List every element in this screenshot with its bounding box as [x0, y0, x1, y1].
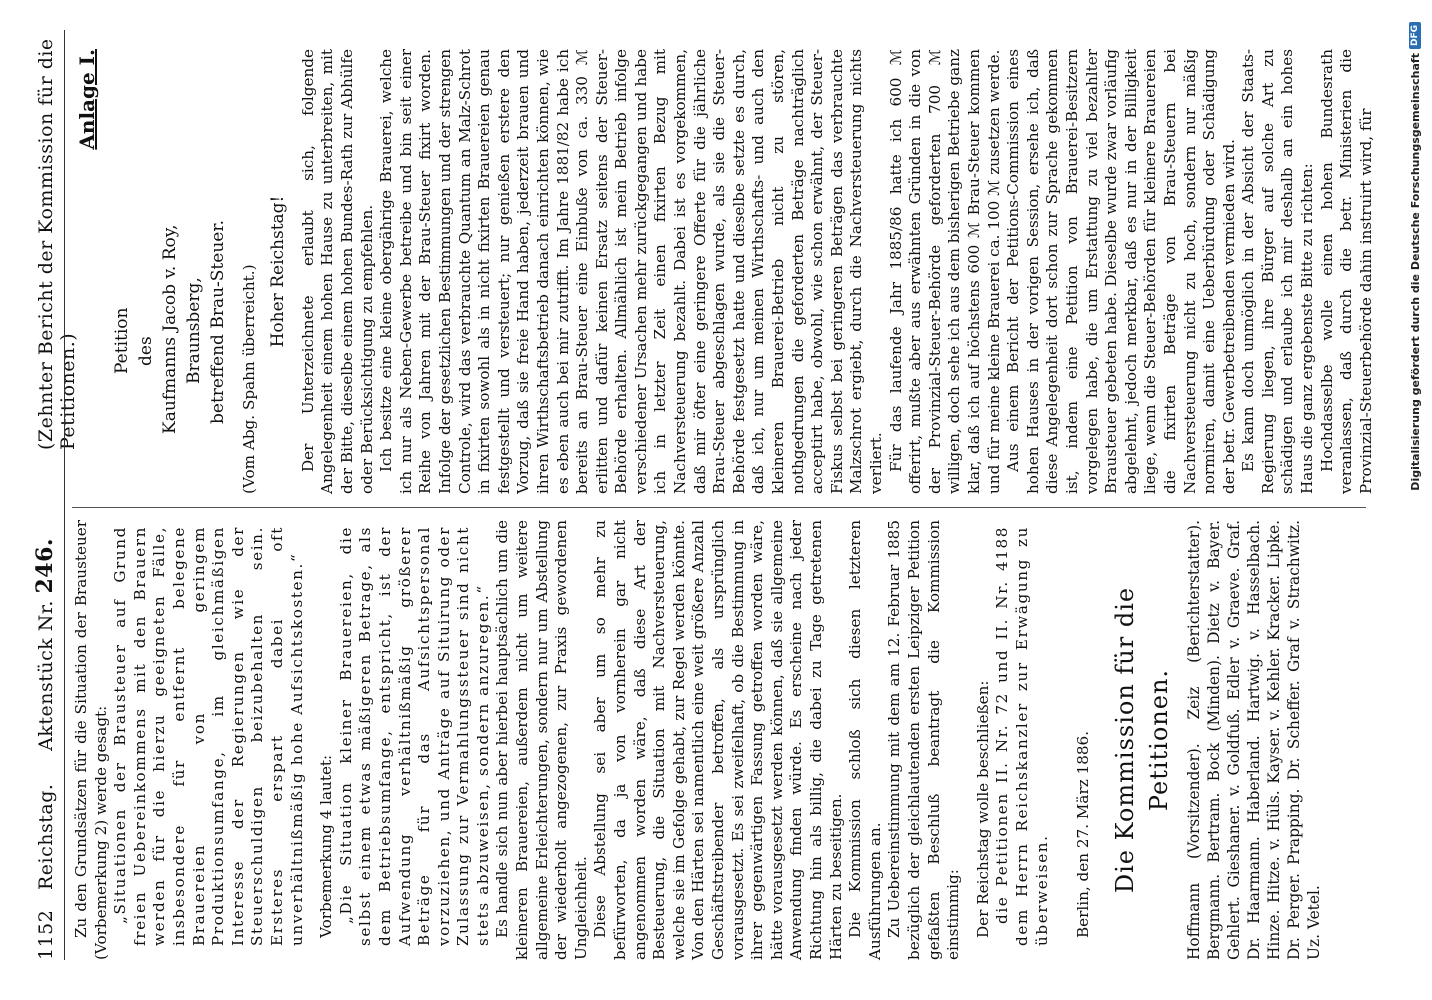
paragraph: Zu den Grundsätzen für die Situation der Brausteuer (Vorbemerkung 2) werde gesagt: [72, 520, 110, 960]
paragraph: Für das laufende Jahr 1885/86 hatte ich 600 ℳ offerirt, mußte aber aus erwähnten Gründen in die von der Provinzial-Steuer-Behörde geforderten 700 ℳ willigen, doch sehe ich aus dem bisherigen Betriebe ganz klar, daß ich auf höchstens 600 ℳ Brau-Steuer kommen und für meine kleine Brauerei ca. 100 ℳ zusetzen werde. [886, 49, 1003, 494]
digitization-sidebar [1400, 22, 1430, 972]
salutation: Hoher Reichstag! [268, 195, 289, 348]
petition-title-block [110, 49, 230, 494]
left-column [72, 520, 1396, 960]
page-header [32, 30, 79, 960]
paragraph: Vorbemerkung 4 lautet: [317, 754, 336, 938]
paragraph: Zu Uebereinstimmung mit dem am 12. Februar 1885 bezüglich der gleichlautenden ersten Leipziger Petition gefaßten Beschluß beantragt die Kommission einstimmig: [885, 520, 963, 960]
doc-label: Aktenstück Nr. [35, 600, 57, 751]
petition-line: Kaufmanns Jacob v. Roy, [159, 224, 180, 434]
column-divider [72, 507, 1366, 508]
petition-line: Petition [111, 307, 132, 374]
running-title: (Zehnter Bericht der Kommission für die Petitionen.) [35, 38, 79, 450]
page-number: 1152 [35, 909, 57, 960]
paragraph: Die Kommission schloß sich diesen letzteren Ausführungen an. [846, 520, 884, 960]
date-line: Berlin, den 27. März 1886. [1074, 730, 1093, 938]
members-list: Hoffmann (Vorsitzender). Zeiz (Berichterstatter). Bergmann. Bertram. Bock (Minden). Dietz v. Bayer. Gehlert. Gieshaner. v. Goldfuß. Edler v. Graeve. Graf. Dr. Haarmann. Haberland. Hartwig. v. Hasselbach. Hinze. Hitze. v. Hüls. Kayser. v. Kehler. Kracker. Lipke. Dr. Perger. Prapping. Dr. Scheffer. Graf v. Strachwitz. Uz. Vetel. [1184, 520, 1323, 960]
referent-note: (Vom Abg. Spahn überreicht.) [239, 264, 258, 494]
paragraph: Diese Abstellung sei aber um so mehr zu befürworten, da ja von vornherein gar nicht angenommen worden wäre, daß diese Art der Besteuerung, die Situation mit Nachversteuerung, welche sie im Gefolge gehabt, zur Regel werden könnte. Von den Härten sei namentlich eine weit größere Anzahl Geschäftstreibender betroffen, als ursprünglich vorausgesetzt. Es sei zweifelhaft, ob die Bestimmung in ihrer gegenwärtigen Fassung getroffen worden wäre, hätte vorausgesetzt werden können, daß sie allgemeine Anwendung finden würde. Es erscheine nach jeder Richtung hin als billig, die dabei zu Tage getretenen Härten zu beseitigen. [591, 520, 845, 960]
petition-line: betreffend Brau-Steuer. [207, 220, 228, 424]
header-rule [64, 30, 65, 960]
petition-line: Braunsberg, [183, 277, 204, 384]
paragraph: Hochdasselbe wolle einen hohen Bundesrath veranlassen, daß durch die betr. Ministerien die Provinzial-Steuerbehörde dahin instruirt wird, für [1317, 49, 1375, 494]
annex-title: Anlage I. [75, 49, 99, 150]
right-column [72, 49, 1396, 494]
paragraph: Der Reichstag wolle beschließen: [973, 680, 992, 938]
paragraph: Es handle sich nun aber hierbei hauptsächlich um die kleineren Brauereien, außerdem nicht um weitere allgemeine Erleichterungen, sondern nur um Abstellung der wiederholt angezogenen, zur Praxis gewordenen Ungleichheit. [493, 520, 590, 960]
document-page [26, 20, 1406, 980]
quote-block: „Situationen der Brausteuer auf Grund freien Uebereinkommens mit den Brauern werden für die hierzu geeigneten Fälle, insbesondere für entfernt belegene Brauereien von geringem Produktionsumfange, im gleichmäßigen Interesse der Regierungen wie der Steuerschuldigen beizubehalten sein. Ersteres erspart dabei oft unverhältnißmäßig hohe Aufsichtskosten.“ [111, 526, 306, 946]
paragraph: Aus einem Bericht der Petitions-Commission eines hohen Hauses in der vorigen Session, ersehe ich, daß diese Angelegenheit dort schon zur Sprache gekommen ist, indem eine Petition von Brauerei-Besitzern vorgelegen habe, die um Erstattung zu viel bezahlter Brausteuer gebeten habe. Dieselbe wurde zwar vorläufig abgelehnt, jedoch merkbar, daß es nur in der Billigkeit liege, wenn die Steuer-Behörden für kleinere Brauereien die fixirten Beträge von Brau-Steuern bei Nachversteuerung nicht zu hoch, sondern nur mäßig normiren, damit eine Ueberbürdung oder Schädigung der betr. Gewerbetreibenden vermieden wird. [1004, 49, 1238, 494]
header-title [32, 450, 58, 890]
commission-heading: Die Kommission für die Petitionen. [1110, 586, 1173, 894]
doc-number: 246. [32, 537, 58, 594]
dfg-logo: DFG [1409, 22, 1421, 49]
resolution-text: die Petitionen II. Nr. 72 und II. Nr. 4188 dem Herrn Reichskanzler zur Erwägung zu überweisen. [993, 526, 1051, 946]
paragraph: Der Unterzeichnete erlaubt sich, folgende Angelegenheit einem hohen Hause zu unterbreiten, mit der Bitte, dieselbe einem hohen Bundes-Rath zur Abhülfe oder Berücksichtigung zu empfehlen. [298, 49, 376, 494]
header-left-title: Reichstag. [35, 783, 57, 890]
paragraph: Ich besitze eine kleine obergährige Brauerei, welche ich nur als Neben-Gewerbe betreibe und bin seit einer Reihe von Jahren mit der Brau-Steuer fixirt worden. Infolge der gesetzlichen Bestimmungen und der strengen Controle, wird das verbrauchte Quantum an Malz-Schrot in fixirten sowohl als in nicht fixirten Brauereien genau festgestellt und versteuert; nur genießen erstere den Vorzug, daß sie freie Hand haben, jederzeit brauen und ihren Wirthschaftsbetrieb danach einrichten können, wie es eben auch bei mir zutrifft. Im Jahre 1881/82 habe ich bereits an Brau-Steuer eine Einbuße von ca. 330 ℳ erlitten und dafür keinen Ersatz seitens der Steuer-Behörde erhalten. Allmählich ist mein Betrieb infolge verschiedener Ursachen mehr zurückgegangen und habe ich in letzter Zeit einen fixirten Bezug mit Nachversteuerung bezahlt. Dabei ist es vorgekommen, daß mir öfter eine geringere Offerte für die jährliche Brau-Steuer abgeschlagen wurde, als sie die Steuer-Behörde festgesetzt hatte und dieselbe setzte es durch, daß ich, nur um meinen Wirthschafts- und auch den kleineren Brauerei-Betrieb nicht zu stören, nothgedrungen die geforderten Beträge nachträglich acceptirt habe, obwohl, wie schon erwähnt, der Steuer-Fiskus selbst bei geringeren Beträgen das verbrauchte Malzschrot ergiebt, durch die Nachversteuerung nichts verliert. [377, 49, 885, 494]
paragraph: Es kann doch unmöglich in der Absicht der Staats-Regierung liegen, ihre Bürger auf solche Art zu schädigen und erlaube ich mir deshalb an ein hohes Haus die ganz ergebenste Bitte zu richten: [1239, 49, 1317, 494]
quote-block: „Die Situation kleiner Brauereien, die selbst einem etwas mäßigeren Betrage, als dem Betriebsumfange, entspricht, ist der Aufwendung verhältnißmäßig größerer Beträge für das Aufsichtspersonal vorzuziehen, und Anträge auf Situirung oder Zulassung zur Vermahlungssteuer sind nicht stets abzuweisen, sondern anzuregen.“ [336, 526, 492, 946]
digitization-credit: Digitalisierung gefördert durch die Deutsche Forschungsgemeinschaft [1408, 53, 1422, 491]
petition-line: des [135, 336, 156, 366]
